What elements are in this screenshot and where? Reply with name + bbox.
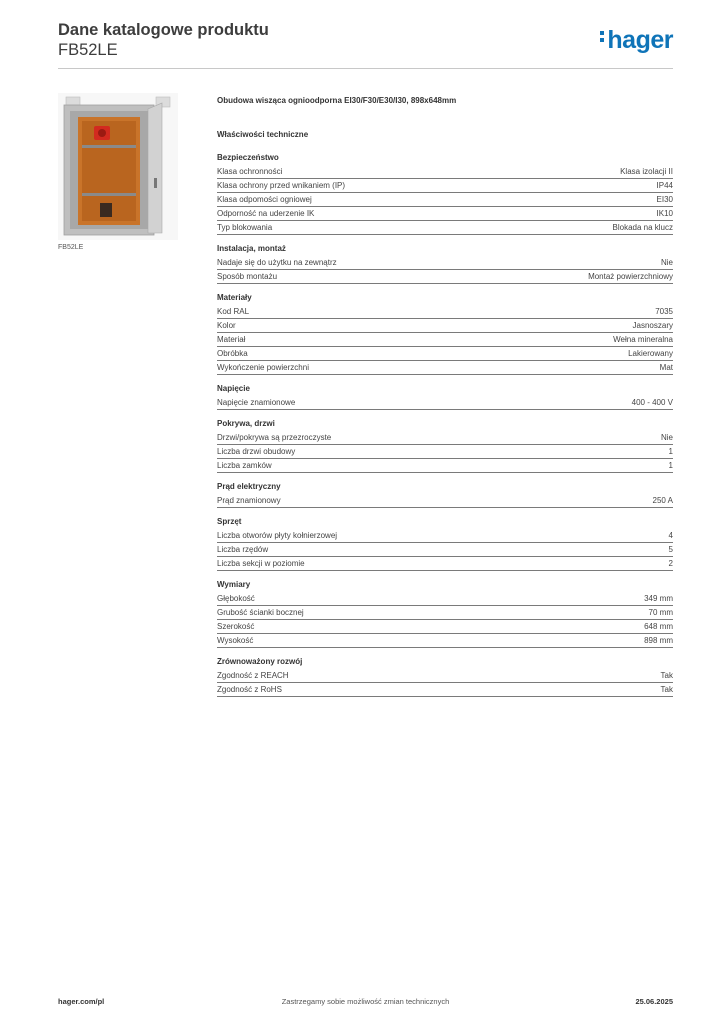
header-divider <box>58 68 673 69</box>
spec-value: Tak <box>660 685 673 694</box>
spec-row <box>217 347 673 361</box>
section-title: Pokrywa, drzwi <box>217 419 275 428</box>
spec-row <box>217 361 673 375</box>
spec-label: Zgodność z REACH <box>217 671 289 680</box>
spec-value: 70 mm <box>648 608 673 617</box>
spec-row <box>217 193 673 207</box>
spec-value: Klasa izolacji II <box>620 167 673 176</box>
spec-label: Wykończenie powierzchni <box>217 363 309 372</box>
spec-row <box>217 333 673 347</box>
spec-label: Wysokość <box>217 636 254 645</box>
page-header <box>58 20 673 68</box>
spec-row <box>217 256 673 270</box>
spec-value: IP44 <box>656 181 673 190</box>
spec-value: Jasnoszary <box>632 321 673 330</box>
spec-value: 1 <box>668 461 673 470</box>
spec-label: Liczba zamków <box>217 461 272 470</box>
spec-row <box>217 529 673 543</box>
section-title: Wymiary <box>217 580 251 589</box>
section-title: Napięcie <box>217 384 250 393</box>
spec-label: Zgodność z RoHS <box>217 685 282 694</box>
spec-row <box>217 179 673 193</box>
spec-section <box>217 656 673 697</box>
spec-label: Typ blokowania <box>217 223 273 232</box>
spec-value: Lakierowany <box>628 349 673 358</box>
spec-row <box>217 606 673 620</box>
product-image <box>58 93 178 240</box>
spec-label: Liczba drzwi obudowy <box>217 447 296 456</box>
spec-value: Tak <box>660 671 673 680</box>
spec-row <box>217 557 673 571</box>
section-title: Instalacja, montaż <box>217 244 286 253</box>
spec-section <box>217 579 673 648</box>
spec-value: 7035 <box>655 307 673 316</box>
spec-label: Obróbka <box>217 349 248 358</box>
spec-section <box>217 292 673 375</box>
spec-value: 250 A <box>652 496 673 505</box>
section-title: Sprzęt <box>217 517 242 526</box>
spec-row <box>217 543 673 557</box>
spec-row <box>217 634 673 648</box>
properties-heading: Właściwości techniczne <box>217 130 309 139</box>
spec-value: 5 <box>668 545 673 554</box>
spec-row <box>217 431 673 445</box>
spec-value: 898 mm <box>644 636 673 645</box>
product-cabinet-photo-icon <box>58 93 178 240</box>
spec-value: Nie <box>660 258 673 267</box>
specifications <box>217 95 673 705</box>
spec-value: Wełna mineralna <box>613 335 673 344</box>
spec-value: 2 <box>668 559 673 568</box>
footer-website[interactable]: hager.com/pl <box>58 997 105 1006</box>
spec-label: Kolor <box>217 321 236 330</box>
spec-label: Liczba otworów płyty kołnierzowej <box>217 531 338 540</box>
spec-value: 1 <box>668 447 673 456</box>
logo-dots-icon <box>600 28 605 45</box>
spec-row <box>217 221 673 235</box>
spec-label: Liczba rzędów <box>217 545 269 554</box>
document-title: Dane katalogowe produktu <box>58 21 269 39</box>
spec-label: Sposób montażu <box>217 272 278 281</box>
logo-text: hager <box>607 26 673 54</box>
spec-label: Prąd znamionowy <box>217 496 281 505</box>
spec-row <box>217 305 673 319</box>
spec-row <box>217 494 673 508</box>
spec-row <box>217 396 673 410</box>
spec-label: Nadaje się do użytku na zewnątrz <box>217 258 337 267</box>
spec-label: Liczba sekcji w poziomie <box>217 559 305 568</box>
spec-value: 648 mm <box>644 622 673 631</box>
spec-label: Szerokość <box>217 622 255 631</box>
spec-row <box>217 207 673 221</box>
spec-value: 400 - 400 V <box>631 398 673 407</box>
spec-value: 349 mm <box>644 594 673 603</box>
spec-value: IK10 <box>656 209 673 218</box>
spec-value: Mat <box>659 363 673 372</box>
spec-section <box>217 243 673 284</box>
spec-label: Kod RAL <box>217 307 250 316</box>
spec-label: Klasa odpomości ogniowej <box>217 195 312 204</box>
spec-section <box>217 516 673 571</box>
spec-label: Napięcie znamionowe <box>217 398 296 407</box>
spec-row <box>217 445 673 459</box>
product-name: Obudowa wisząca ognioodporna EI30/F30/E30/I30, 898x648mm <box>217 96 457 105</box>
product-code: FB52LE <box>58 41 118 59</box>
spec-value: Nie <box>660 433 673 442</box>
spec-section <box>217 383 673 410</box>
hager-logo <box>600 26 673 54</box>
footer-date: 25.06.2025 <box>635 997 673 1006</box>
spec-row <box>217 459 673 473</box>
spec-value: EI30 <box>656 195 673 204</box>
section-title: Materiały <box>217 293 252 302</box>
spec-label: Grubość ścianki bocznej <box>217 608 304 617</box>
spec-row <box>217 620 673 634</box>
spec-row <box>217 270 673 284</box>
spec-row <box>217 592 673 606</box>
spec-label: Głębokość <box>217 594 255 603</box>
spec-section <box>217 152 673 235</box>
image-caption: FB52LE <box>58 244 84 251</box>
spec-value: 4 <box>668 531 673 540</box>
spec-row <box>217 669 673 683</box>
spec-sections <box>217 152 673 697</box>
spec-section <box>217 418 673 473</box>
spec-label: Materiał <box>217 335 246 344</box>
section-title: Prąd elektryczny <box>217 482 281 491</box>
spec-value: Blokada na klucz <box>612 223 673 232</box>
spec-row <box>217 165 673 179</box>
spec-row <box>217 683 673 697</box>
spec-label: Klasa ochrony przed wnikaniem (IP) <box>217 181 346 190</box>
spec-label: Klasa ochronności <box>217 167 283 176</box>
footer-disclaimer: Zastrzegamy sobie możliwość zmian technicznych <box>281 997 450 1006</box>
spec-value: Montaż powierzchniowy <box>588 272 673 281</box>
section-title: Bezpieczeństwo <box>217 153 279 162</box>
spec-row <box>217 319 673 333</box>
spec-section <box>217 481 673 508</box>
spec-label: Drzwi/pokrywa są przezroczyste <box>217 433 332 442</box>
section-title: Zrównoważony rozwój <box>217 657 303 666</box>
spec-label: Odporność na uderzenie IK <box>217 209 315 218</box>
